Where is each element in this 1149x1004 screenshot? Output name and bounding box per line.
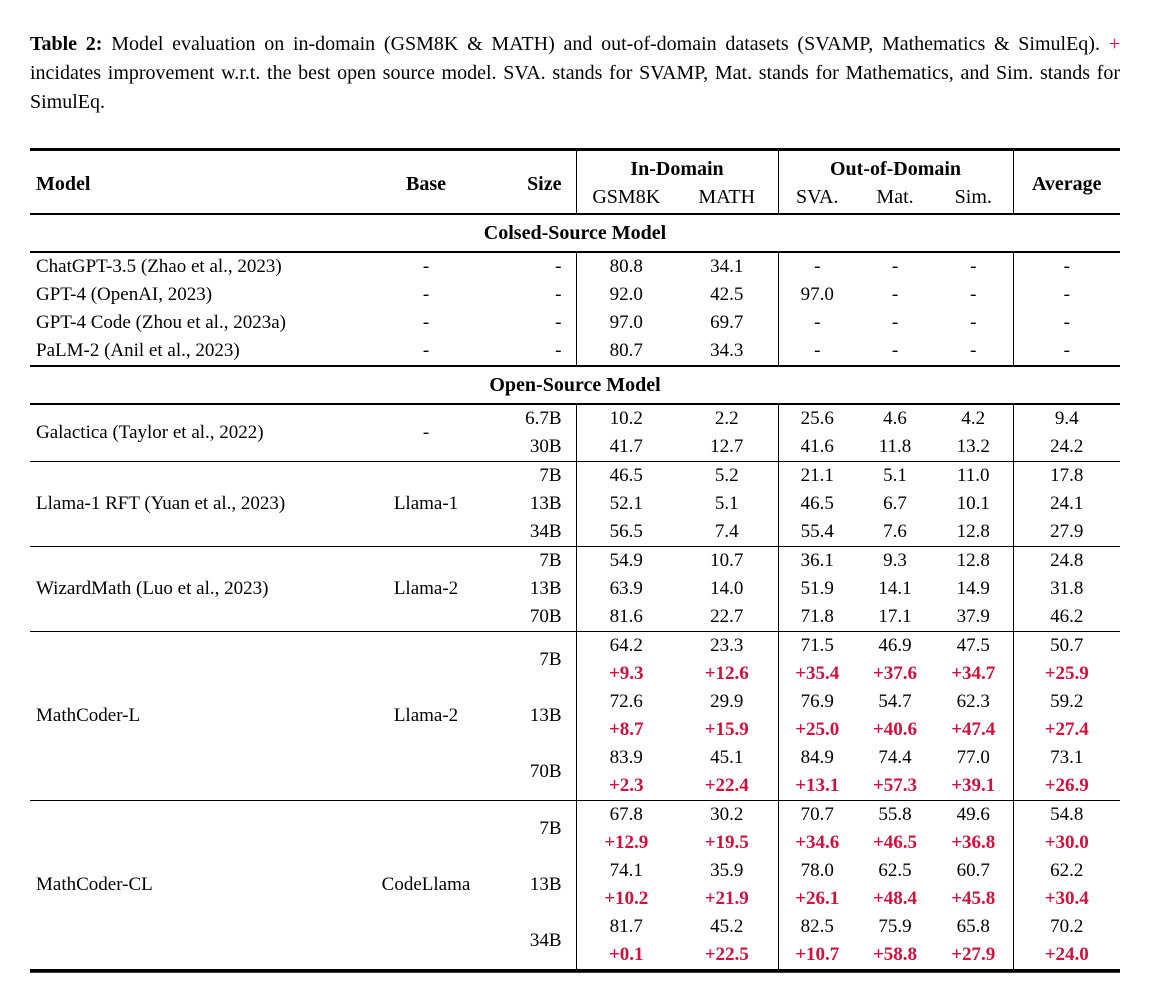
value-cell: 24.8 (1013, 547, 1120, 576)
value-cell: 71.5 (778, 632, 856, 661)
improvement-cell: +10.7 (778, 941, 856, 969)
table-row (30, 404, 1120, 433)
improvement-cell: +10.2 (576, 885, 676, 913)
value-cell: 55.8 (856, 801, 934, 830)
size-cell: 34B (529, 521, 562, 542)
improvement-cell: +30.4 (1013, 885, 1120, 913)
improvement-cell: +0.1 (576, 941, 676, 969)
value-cell: 23.3 (676, 632, 778, 661)
improvement-cell: +26.1 (778, 885, 856, 913)
improvement-cell: +25.0 (778, 716, 856, 744)
col-header-size: Size (527, 173, 562, 195)
improvement-cell: +15.9 (704, 719, 749, 740)
model-cell: GPT-4 Code (Zhou et al., 2023a) (36, 312, 286, 333)
value-cell: 2.2 (714, 408, 739, 429)
value-cell: 22.7 (710, 606, 744, 627)
improvement-cell: +34.7 (951, 663, 996, 684)
value-cell: 17.1 (878, 606, 912, 627)
value-cell: 72.6 (576, 688, 676, 716)
size-cell: 13B (529, 578, 562, 599)
improvement-cell: +24.0 (1013, 941, 1120, 969)
value-cell: 4.2 (961, 408, 986, 429)
value-cell: 25.6 (778, 404, 856, 433)
base-cell: CodeLlama (362, 801, 490, 970)
value-cell: 24.1 (1013, 490, 1120, 518)
value-cell: 45.2 (710, 916, 744, 937)
value-cell: 59.2 (1013, 688, 1120, 716)
value-cell: 46.2 (1013, 603, 1120, 632)
value-cell: 54.8 (1013, 801, 1120, 830)
size-cell: 30B (529, 436, 562, 457)
improvement-cell: +46.5 (872, 832, 918, 853)
value-cell: 30.2 (676, 801, 778, 830)
base-cell: - (422, 312, 430, 333)
value-cell: - (1013, 309, 1120, 337)
value-cell: 35.9 (710, 860, 744, 881)
value-cell: - (891, 284, 899, 305)
improvement-cell: +19.5 (704, 832, 749, 853)
value-cell: - (778, 337, 856, 366)
results-table (30, 148, 1120, 969)
improvement-cell: +26.9 (1013, 772, 1120, 801)
model-cell: Galactica (Taylor et al., 2022) (36, 422, 264, 443)
value-cell: 11.8 (878, 436, 912, 457)
value-cell: 65.8 (956, 916, 990, 937)
table-row (30, 309, 1120, 337)
model-cell: Llama-1 RFT (Yuan et al., 2023) (30, 462, 362, 547)
size-cell: 13B (529, 874, 562, 895)
improvement-cell: +2.3 (576, 772, 676, 801)
value-cell: 56.5 (576, 518, 676, 547)
section-title-row (30, 214, 1120, 252)
base-cell: Llama-1 (362, 462, 490, 547)
value-cell: 47.5 (934, 632, 1013, 661)
value-cell: - (891, 340, 899, 361)
table-header (30, 150, 1120, 215)
value-cell: 41.6 (778, 433, 856, 462)
table-row (30, 337, 1120, 366)
improvement-cell: +47.4 (951, 719, 996, 740)
value-cell: 24.2 (1013, 433, 1120, 462)
col-group-out-of-domain: Out-of-Domain (778, 150, 1013, 184)
value-cell: 9.4 (1013, 404, 1120, 433)
col-header-average: Average (1013, 150, 1120, 215)
value-cell: 21.1 (778, 462, 856, 491)
base-cell: Llama-2 (362, 547, 490, 632)
caption-label: Table 2: (30, 33, 103, 55)
value-cell: 80.8 (576, 252, 676, 281)
value-cell: 97.0 (576, 309, 676, 337)
value-cell: 64.2 (576, 632, 676, 661)
table-row (30, 252, 1120, 281)
value-cell: 54.9 (576, 547, 676, 576)
model-cell: WizardMath (Luo et al., 2023) (30, 547, 362, 632)
value-cell: 78.0 (778, 857, 856, 885)
value-cell: 5.1 (856, 462, 934, 491)
value-cell: 73.1 (1013, 744, 1120, 772)
model-cell: MathCoder-L (30, 632, 362, 801)
value-cell: 46.5 (778, 490, 856, 518)
value-cell: 5.2 (676, 462, 778, 491)
size-cell: 13B (529, 705, 562, 726)
size-cell: 6.7B (525, 408, 562, 429)
value-cell: 70.7 (778, 801, 856, 830)
table-row (30, 547, 1120, 576)
caption-plus-symbol: + (1108, 33, 1120, 55)
value-cell: 14.9 (956, 578, 990, 599)
header-row-groups (30, 150, 1120, 184)
value-cell: 12.8 (934, 547, 1013, 576)
value-cell: 76.9 (778, 688, 856, 716)
base-cell: Llama-2 (362, 632, 490, 801)
value-cell: 37.9 (956, 606, 990, 627)
value-cell: - (970, 284, 977, 305)
value-cell: 52.1 (576, 490, 676, 518)
value-cell: - (970, 312, 977, 333)
col-header-gsm8k: GSM8K (576, 183, 676, 214)
value-cell: 10.2 (576, 404, 676, 433)
base-cell: - (422, 422, 430, 443)
value-cell: 5.1 (714, 493, 739, 514)
base-cell: - (422, 340, 430, 361)
value-cell: 49.6 (934, 801, 1013, 830)
value-cell: 75.9 (878, 916, 912, 937)
improvement-cell: +30.0 (1013, 829, 1120, 857)
value-cell: - (970, 256, 977, 277)
improvement-cell: +35.4 (778, 660, 856, 688)
value-cell: 54.7 (878, 691, 912, 712)
value-cell: 67.8 (576, 801, 676, 830)
value-cell: 77.0 (956, 747, 990, 768)
model-cell: PaLM-2 (Anil et al., 2023) (36, 340, 240, 361)
value-cell: 42.5 (710, 284, 744, 305)
size-cell: 70B (529, 606, 562, 627)
improvement-cell: +37.6 (872, 663, 918, 684)
value-cell: 17.8 (1013, 462, 1120, 491)
value-cell: 81.7 (576, 913, 676, 941)
improvement-cell: +34.6 (778, 829, 856, 857)
improvement-cell: +27.4 (1013, 716, 1120, 744)
value-cell: 34.1 (710, 256, 744, 277)
table-row (30, 462, 1120, 491)
value-cell: 12.7 (710, 436, 744, 457)
improvement-cell: +8.7 (576, 716, 676, 744)
size-cell: - (555, 312, 562, 333)
value-cell: 81.6 (576, 603, 676, 632)
value-cell: - (1013, 337, 1120, 366)
table-row (30, 632, 1120, 661)
value-cell: 46.9 (856, 632, 934, 661)
improvement-cell: +57.3 (872, 775, 918, 796)
col-header-math: MATH (698, 186, 756, 208)
improvement-cell: +13.1 (778, 772, 856, 801)
base-cell: - (422, 284, 430, 305)
value-cell: 74.1 (576, 857, 676, 885)
value-cell: 70.2 (1013, 913, 1120, 941)
value-cell: 71.8 (778, 603, 856, 632)
size-cell: 7B (490, 547, 576, 576)
improvement-cell: +40.6 (872, 719, 918, 740)
col-header-base: Base (406, 173, 446, 195)
improvement-cell: +21.9 (704, 888, 749, 909)
col-header-mathematics: Mat. (876, 186, 914, 208)
section-title: Colsed-Source Model (30, 214, 1120, 252)
size-cell: - (555, 284, 562, 305)
base-cell: - (422, 256, 430, 277)
size-cell: 7B (490, 462, 576, 491)
improvement-cell: +22.5 (704, 944, 749, 965)
value-cell: 69.7 (710, 312, 744, 333)
improvement-cell: +39.1 (951, 775, 996, 796)
value-cell: 14.0 (710, 578, 744, 599)
size-cell: - (555, 256, 562, 277)
improvement-cell: +45.8 (951, 888, 996, 909)
value-cell: 12.8 (956, 521, 990, 542)
col-header-svamp: SVA. (778, 183, 856, 214)
value-cell: - (778, 309, 856, 337)
section-title: Open-Source Model (30, 366, 1120, 404)
value-cell: 97.0 (778, 281, 856, 309)
table-caption (30, 30, 1120, 117)
size-cell: 34B (529, 930, 562, 951)
model-cell: ChatGPT-3.5 (Zhao et al., 2023) (36, 256, 282, 277)
table-row (30, 281, 1120, 309)
value-cell: 92.0 (576, 281, 676, 309)
value-cell: 4.6 (883, 408, 907, 429)
value-cell: 10.1 (956, 493, 990, 514)
value-cell: 10.7 (676, 547, 778, 576)
value-cell: 29.9 (710, 691, 744, 712)
size-cell: 70B (529, 761, 562, 782)
value-cell: 27.9 (1013, 518, 1120, 547)
value-cell: 62.5 (878, 860, 912, 881)
value-cell: 41.7 (576, 433, 676, 462)
size-cell: 7B (490, 801, 576, 858)
value-cell: 74.4 (878, 747, 912, 768)
improvement-cell: +12.6 (704, 663, 749, 684)
size-cell: - (555, 340, 562, 361)
value-cell: 50.7 (1013, 632, 1120, 661)
value-cell: 13.2 (956, 436, 990, 457)
value-cell: 6.7 (883, 493, 907, 514)
value-cell: - (891, 312, 899, 333)
value-cell: 7.6 (883, 521, 907, 542)
size-cell: 7B (490, 632, 576, 689)
value-cell: 34.3 (710, 340, 744, 361)
value-cell: 9.3 (856, 547, 934, 576)
value-cell: 82.5 (778, 913, 856, 941)
value-cell: 83.9 (576, 744, 676, 772)
improvement-cell: +36.8 (951, 832, 996, 853)
value-cell: - (1013, 281, 1120, 309)
value-cell: 51.9 (778, 575, 856, 603)
caption-text-before-plus: Model evaluation on in-domain (GSM8K & MATH) and out-of-domain datasets (SVAMP, Mathematics & SimulEq). (111, 33, 1100, 55)
improvement-cell: +9.3 (576, 660, 676, 688)
value-cell: 45.1 (710, 747, 744, 768)
caption-text-after-plus: incidates improvement w.r.t. the best open source model. SVA. stands for SVAMP, Mat. stands for Mathematics, and Sim. stands for SimulEq. (30, 62, 1120, 113)
col-group-in-domain: In-Domain (576, 150, 778, 184)
value-cell: 80.7 (576, 337, 676, 366)
value-cell: 7.4 (714, 521, 739, 542)
value-cell: 62.2 (1013, 857, 1120, 885)
model-cell: MathCoder-CL (30, 801, 362, 970)
value-cell: 46.5 (576, 462, 676, 491)
improvement-cell: +22.4 (704, 775, 749, 796)
value-cell: - (778, 252, 856, 281)
value-cell: 84.9 (778, 744, 856, 772)
improvement-cell: +58.8 (872, 944, 918, 965)
value-cell: - (970, 340, 977, 361)
improvement-cell: +25.9 (1013, 660, 1120, 688)
value-cell: 62.3 (956, 691, 990, 712)
value-cell: - (1013, 252, 1120, 281)
value-cell: 14.1 (878, 578, 912, 599)
value-cell: 31.8 (1013, 575, 1120, 603)
value-cell: 55.4 (778, 518, 856, 547)
model-cell: GPT-4 (OpenAI, 2023) (36, 284, 213, 305)
value-cell: 60.7 (956, 860, 990, 881)
improvement-cell: +27.9 (951, 944, 996, 965)
value-cell: 63.9 (576, 575, 676, 603)
size-cell: 13B (529, 493, 562, 514)
value-cell: - (891, 256, 899, 277)
improvement-cell: +12.9 (576, 829, 676, 857)
table-body (30, 214, 1120, 969)
col-header-model: Model (36, 173, 91, 195)
improvement-cell: +48.4 (872, 888, 918, 909)
col-header-simuleq: Sim. (954, 186, 992, 208)
value-cell: 36.1 (778, 547, 856, 576)
value-cell: 11.0 (934, 462, 1013, 491)
table-bottom-rule (30, 969, 1120, 973)
table-row (30, 801, 1120, 830)
section-title-row (30, 366, 1120, 404)
